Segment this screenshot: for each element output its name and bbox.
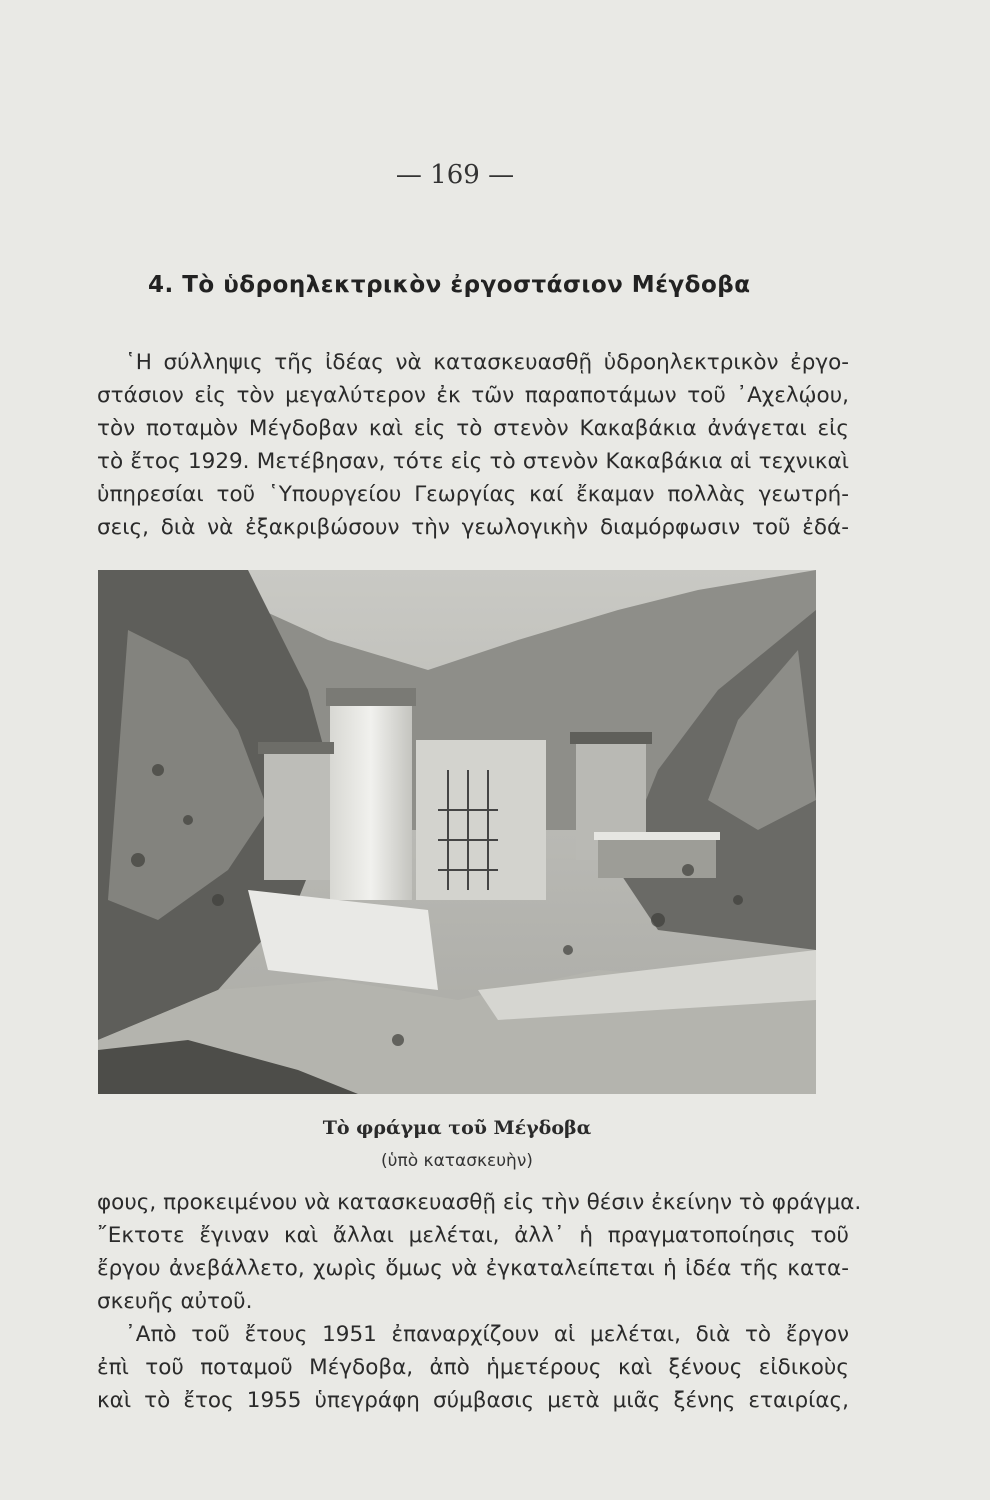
paragraph-continuation [97,1186,862,1318]
text-line: σεις, διὰ νὰ ἐξακριβώσουν τὴν γεωλογικὴν διαμόρφωσιν τοῦ ἐδά- [97,515,849,540]
figure-subcaption: (ὑπὸ κατασκευὴν) [381,1151,533,1171]
paragraph-1951 [97,1318,849,1417]
figure-caption: Τὸ φράγμα τοῦ Μέγδοβα [322,1117,592,1139]
text-line: ὑπηρεσίαι τοῦ ῾Υπουργείου Γεωργίας καί ἔκαμαν πολλὰς γεωτρή- [97,482,849,507]
text-line: ᾿Απὸ τοῦ ἔτους 1951 ἐπαναρχίζουν αἱ μελέται, διὰ τὸ ἔργον [125,1322,849,1347]
text-line: τὸ ἔτος 1929. Μετέβησαν, τότε εἰς τὸ στενὸν Κακαβάκια αἱ τεχνικαὶ [97,449,849,474]
page-number: — 169 — [395,160,515,190]
text-line: καὶ τὸ ἔτος 1955 ὑπεγράφη σύμβασις μετὰ μιᾶς ξένης εταιρίας, [97,1388,849,1413]
paragraph-intro [97,346,849,544]
chapter-title: 4. Τὸ ὑδροηλεκτρικὸν ἐργοστάσιον Μέγδοβα [148,272,751,298]
text-line: ῎Εκτοτε ἔγιναν καὶ ἄλλαι μελέται, ἀλλ᾿ ἡ πραγματοποίησις τοῦ [97,1223,849,1248]
text-line: ἔργου ἀνεβάλλετο, χωρὶς ὅμως νὰ ἐγκαταλείπεται ἡ ἰδέα τῆς κατα- [97,1256,849,1281]
text-line: τὸν ποταμὸν Μέγδοβαν καὶ εἰς τὸ στενὸν Κακαβάκια ἀνάγεται εἰς [97,416,849,441]
text-line: ἐπὶ τοῦ ποταμοῦ Μέγδοβα, ἀπὸ ἡμετέρους καὶ ξένους εἰδικοὺς [97,1355,849,1380]
text-line: φους, προκειμένου νὰ κατασκευασθῇ εἰς τὴν θέσιν ἐκείνην τὸ φράγμα. [97,1190,862,1215]
text-line: ῾Η σύλληψις τῆς ἰδέας νὰ κατασκευασθῇ ὑδροηλεκτρικὸν ἐργο- [125,350,849,375]
text-line: στάσιον εἰς τὸν μεγαλύτερον ἐκ τῶν παραποτάμων τοῦ ᾿Αχελῴου, [97,383,849,408]
text-line: σκευῆς αὐτοῦ. [97,1289,253,1314]
dam-photograph [98,570,816,1094]
